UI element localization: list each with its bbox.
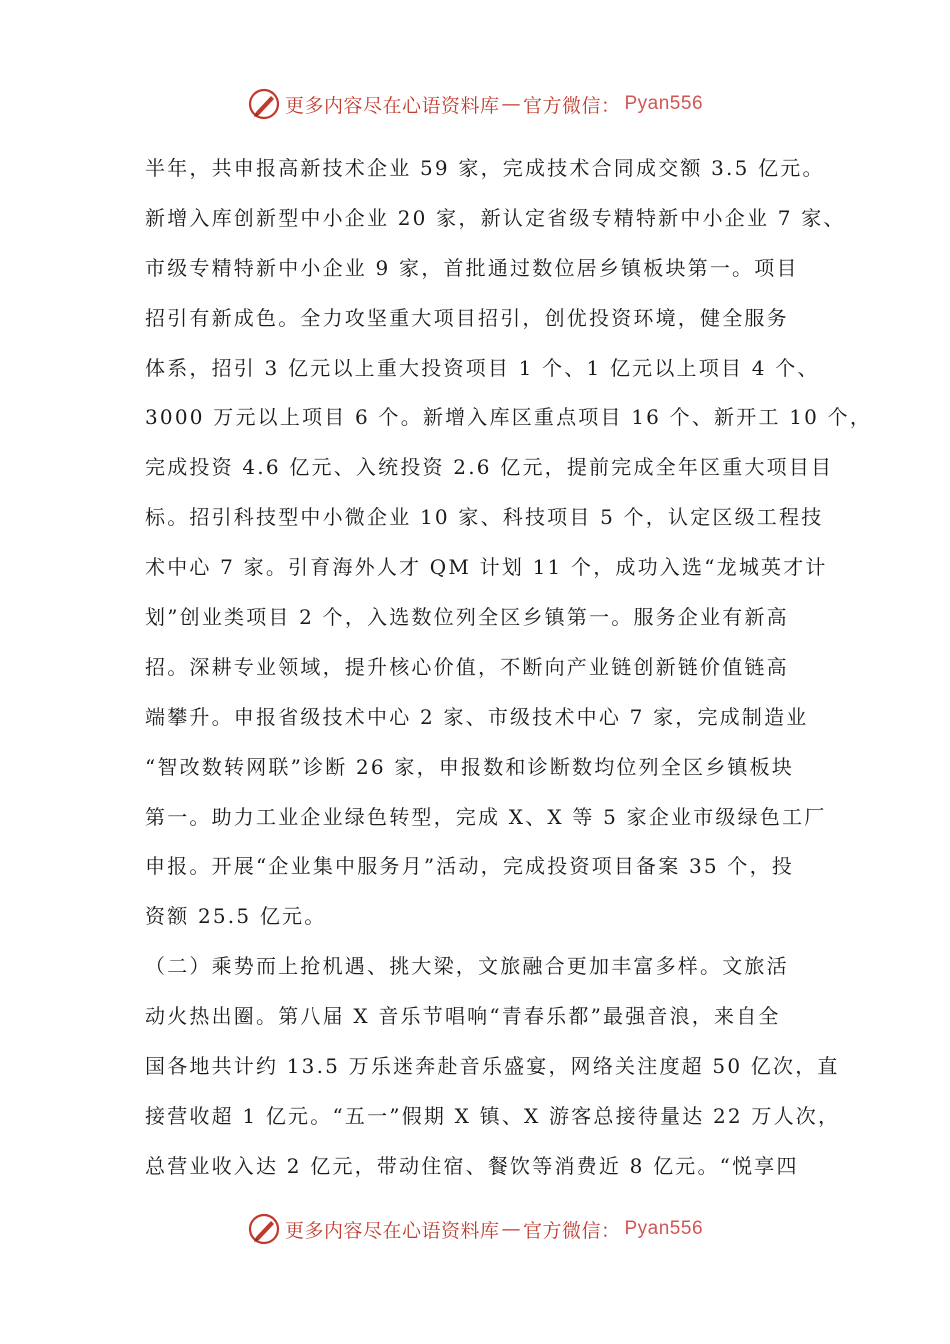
body-line: 资额 25.5 亿元。 [145,904,327,929]
document-body [145,144,873,1192]
header-brand-text: 更多内容尽在心语资料库 [284,94,500,117]
footer-wechat-label: 官方微信： [522,1219,621,1242]
header-wechat-label: 官方微信： [522,94,621,117]
footer-wechat-id: Pyan556 [624,1218,704,1239]
body-line: 体系，招引 3 亿元以上重大投资项目 1 个、1 亿元以上项目 4 个、 [145,355,820,380]
body-line: 划”创业类项目 2 个，入选数位列全区乡镇第一。服务企业有新高 [145,605,789,630]
body-line: 半年，共申报高新技术企业 59 家，完成技术合同成交额 3.5 亿元。 [145,156,825,180]
body-line: 术中心 7 家。引育海外人才 QM 计划 11 个，成功入选“龙城英才计 [145,555,828,580]
body-line: 市级专精特新中小企业 9 家，首批通过数位居乡镇板块第一。项目 [145,255,799,280]
body-line: 总营业收入达 2 亿元，带动住宿、餐饮等消费近 8 亿元。“悦享四 [145,1153,799,1178]
body-line: 招。深耕专业领域，提升核心价值，不断向产业链创新链价值链高 [145,654,789,679]
body-line: 接营收超 1 亿元。“五一”假期 X 镇、X 游客总接待量达 22 万人次， [145,1103,841,1128]
footer-brand-text: 更多内容尽在心语资料库 [284,1219,500,1242]
body-line: 第一。助力工业企业绿色转型，完成 X、X 等 5 家企业市级绿色工厂 [145,804,827,829]
body-line: 3000 万元以上项目 6 个。新增入库区重点项目 16 个、新开工 10 个， [145,405,873,430]
body-line: 完成投资 4.6 亿元、入统投资 2.6 亿元，提前完成全年区重大项目目 [145,455,834,480]
header-watermark [0,84,950,124]
footer-watermark [0,1209,950,1249]
body-line: 国各地共计约 13.5 万乐迷奔赴音乐盛宴，网络关注度超 50 亿次，直 [145,1054,840,1079]
body-line: 招引有新成色。全力攻坚重大项目招引，创优投资环境，健全服务 [145,305,789,330]
body-line: 端攀升。申报省级技术中心 2 家、市级技术中心 7 家，完成制造业 [145,704,809,729]
footer-separator: — [501,1218,521,1240]
header-wechat-id: Pyan556 [624,93,704,114]
body-line: 动火热出圈。第八届 X 音乐节唱响“青春乐都”最强音浪，来自全 [145,1004,781,1029]
pen-logo-icon [247,1212,281,1246]
section-heading-line: （二）乘势而上抢机遇、挑大梁，文旅融合更加丰富多样。文旅活 [145,954,789,979]
body-line: 新增入库创新型中小企业 20 家，新认定省级专精特新中小企业 7 家、 [145,205,846,230]
pen-logo-icon [247,87,281,121]
header-separator: — [501,93,521,115]
body-line: 申报。开展“企业集中服务月”活动，完成投资项目备案 35 个，投 [145,854,795,879]
body-line: 标。招引科技型中小微企业 10 家、科技项目 5 个，认定区级工程技 [145,505,824,530]
body-line: “智改数转网联”诊断 26 家，申报数和诊断数均位列全区乡镇板块 [145,754,795,779]
